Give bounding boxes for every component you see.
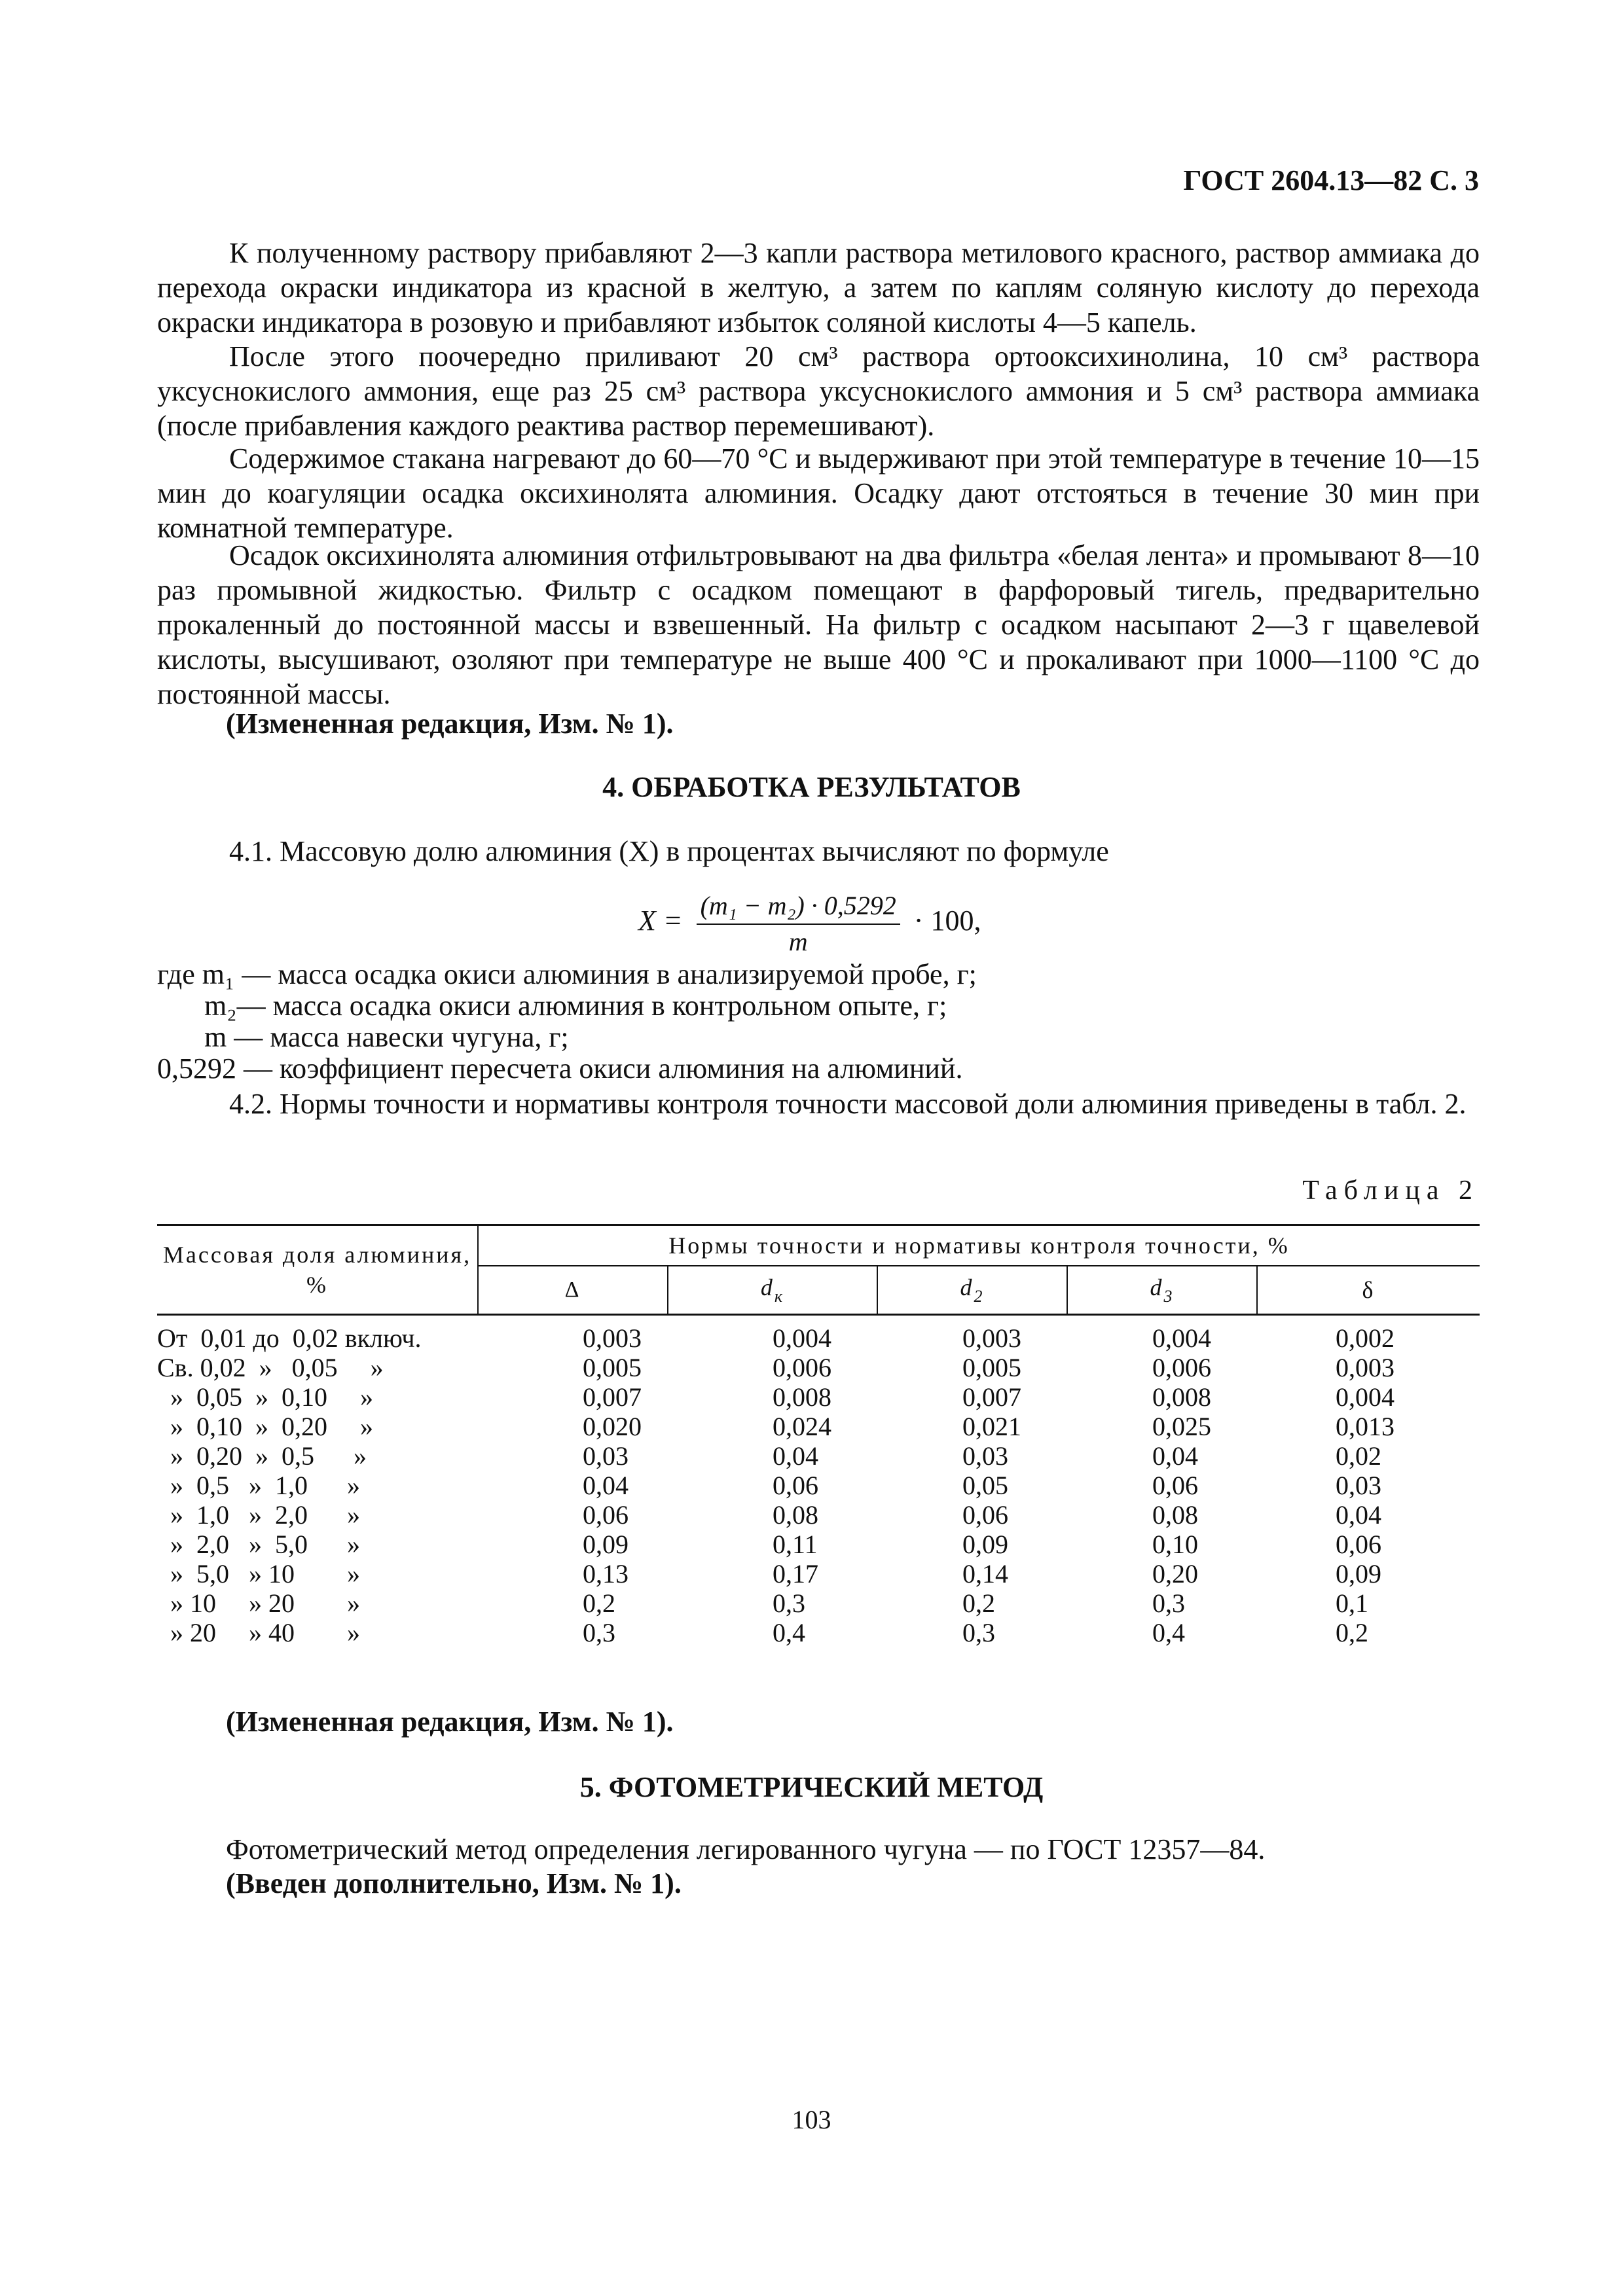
table-row [157, 1500, 1480, 1530]
subheader-small-delta-symbol: δ [1362, 1277, 1376, 1303]
legend-m: m — масса навески чугуна, г; [204, 1021, 569, 1053]
table-row [157, 1471, 1480, 1500]
subheader-d3 [1067, 1266, 1257, 1315]
table-row [157, 1315, 1480, 1354]
formula [638, 890, 981, 957]
cell-value: 0,09 [962, 1530, 1008, 1559]
cell-range: » 10 » 20 » [157, 1588, 360, 1618]
cell-value: 0,10 [1152, 1530, 1198, 1559]
cell-value: 0,06 [1152, 1471, 1198, 1500]
cell-value: 0,04 [583, 1471, 629, 1500]
cell-value: 0,020 [583, 1412, 642, 1441]
table-row [157, 1412, 1480, 1441]
cell-value: 0,08 [773, 1500, 818, 1530]
amendment-note-1: (Измененная редакция, Изм. № 1). [226, 708, 674, 740]
cell-value: 0,3 [1152, 1588, 1185, 1618]
subheader-dk-symbol: d [760, 1274, 775, 1300]
paragraph-4: Осадок оксихинолята алюминия отфильтровывают на два фильтра «белая лента» и промывают 8—10 раз промывной жидкостью. Фильтр с осадком помещают в фарфоровый тигель, предварительно прокаленный до постоянной массы и взвешенный. На фильтр с осадком насыпают 2—3 г щавелевой кислоты, высушивают, озоляют при температуре не выше 400 °С и прокаливают при 1000—1100 °С до постоянной массы. [157, 539, 1480, 710]
cell-value: 0,05 [962, 1471, 1008, 1500]
cell-value: 0,021 [962, 1412, 1021, 1441]
cell-value: 0,14 [962, 1559, 1008, 1588]
legend-coef: 0,5292 — коэффициент пересчета окиси алюминия на алюминий. [157, 1052, 963, 1085]
cell-value: 0,3 [962, 1618, 995, 1647]
cell-value: 0,06 [773, 1471, 818, 1500]
cell-value: 0,11 [773, 1530, 818, 1559]
section-4-title: 4. ОБРАБОТКА РЕЗУЛЬТАТОВ [602, 771, 1021, 803]
cell-value: 0,004 [1336, 1382, 1395, 1412]
cell-value: 0,024 [773, 1412, 831, 1441]
cell-value: 0,3 [583, 1618, 615, 1647]
subheader-dk-index: к [774, 1287, 785, 1306]
cell-value: 0,20 [1152, 1559, 1198, 1588]
accuracy-table [157, 1224, 1480, 1647]
cell-value: 0,025 [1152, 1412, 1211, 1441]
amendment-note-2: (Измененная редакция, Изм. № 1). [226, 1706, 674, 1738]
subheader-d2-symbol: d [960, 1274, 974, 1300]
cell-range: » 0,05 » 0,10 » [157, 1382, 373, 1412]
section-5-title: 5. ФОТОМЕТРИЧЕСКИЙ МЕТОД [579, 1771, 1044, 1803]
cell-value: 0,2 [583, 1588, 615, 1618]
formula-lhs: X = [638, 905, 683, 937]
table-row [157, 1441, 1480, 1471]
legend-m2: m₂— масса осадка окиси алюминия в контрольном опыте, г; [204, 990, 947, 1022]
cell-value: 0,13 [583, 1559, 629, 1588]
table-row [157, 1382, 1480, 1412]
subheader-d2 [877, 1266, 1067, 1315]
subheader-small-delta [1257, 1266, 1480, 1315]
cell-value: 0,03 [962, 1441, 1008, 1471]
formula-fraction [697, 890, 900, 957]
cell-value: 0,013 [1336, 1412, 1395, 1441]
cell-value: 0,06 [1336, 1530, 1381, 1559]
cell-range: » 0,10 » 0,20 » [157, 1412, 373, 1441]
cell-value: 0,004 [773, 1323, 831, 1353]
cell-range: От 0,01 до 0,02 включ. [157, 1323, 422, 1353]
cell-value: 0,04 [1152, 1441, 1198, 1471]
paragraph-1: К полученному раствору прибавляют 2—3 капли раствора метилового красного, раствор аммиака до перехода окраски индикатора из красной в желтую, а затем по каплям соляную кислоту до перехода окраски индикатора в розовую и прибавляют избыток соляной кислоты 4—5 капель. [157, 237, 1480, 338]
cell-value: 0,1 [1336, 1588, 1368, 1618]
paragraph-3: Содержимое стакана нагревают до 60—70 °С и выдерживают при этой температуре в течение 10—15 мин до коагуляции осадка оксихинолята алюминия. Осадку дают отстояться в течение 30 мин при комнатной температуре. [157, 442, 1480, 544]
column-group-header: Нормы точности и нормативы контроля точности, % [478, 1225, 1480, 1266]
cell-value: 0,04 [1336, 1500, 1381, 1530]
cell-value: 0,007 [583, 1382, 642, 1412]
paragraph-5: Фотометрический метод определения легированного чугуна — по ГОСТ 12357—84. [226, 1833, 1266, 1865]
cell-range: » 1,0 » 2,0 » [157, 1500, 360, 1530]
subheader-delta [478, 1266, 668, 1315]
cell-range: » 2,0 » 5,0 » [157, 1530, 360, 1559]
cell-value: 0,002 [1336, 1323, 1395, 1353]
cell-value: 0,004 [1152, 1323, 1211, 1353]
formula-tail: · 100, [913, 905, 981, 937]
table-caption: Таблица 2 [1302, 1175, 1479, 1206]
cell-value: 0,17 [773, 1559, 818, 1588]
page-header: ГОСТ 2604.13—82 С. 3 [1183, 164, 1479, 196]
cell-value: 0,006 [773, 1353, 831, 1382]
cell-range: » 0,20 » 0,5 » [157, 1441, 367, 1471]
cell-range: » 0,5 » 1,0 » [157, 1471, 360, 1500]
paragraph-2: После этого поочередно приливают 20 см³ раствора ортооксихинолина, 10 см³ раствора уксуснокислого аммония, еще раз 25 см³ раствора уксуснокислого аммония и 5 см³ раствора аммиака (после прибавления каждого реактива раствор перемешивают). [157, 340, 1480, 442]
page-number: 103 [792, 2105, 831, 2134]
subheader-d3-symbol: d [1150, 1274, 1164, 1300]
cell-value: 0,08 [1152, 1500, 1198, 1530]
cell-value: 0,008 [1152, 1382, 1211, 1412]
cell-value: 0,09 [583, 1530, 629, 1559]
legend-m1: где m₁ — масса осадка окиси алюминия в анализируемой пробе, г; [157, 958, 977, 990]
paragraph-4-2: 4.2. Нормы точности и нормативы контроля точности массовой доли алюминия приведены в табл. 2. [229, 1088, 1467, 1120]
cell-value: 0,03 [1336, 1471, 1381, 1500]
table-row [157, 1618, 1480, 1647]
cell-value: 0,008 [773, 1382, 831, 1412]
cell-value: 0,003 [962, 1323, 1021, 1353]
formula-numerator: (m₁ − m₂) · 0,5292 [697, 890, 900, 925]
paragraph-4-1: 4.1. Массовую долю алюминия (X) в процентах вычисляют по формуле [229, 835, 1109, 867]
cell-value: 0,2 [962, 1588, 995, 1618]
cell-range: » 20 » 40 » [157, 1618, 360, 1647]
cell-value: 0,02 [1336, 1441, 1381, 1471]
cell-range: Св. 0,02 » 0,05 » [157, 1353, 384, 1382]
cell-value: 0,007 [962, 1382, 1021, 1412]
cell-value: 0,005 [962, 1353, 1021, 1382]
cell-value: 0,04 [773, 1441, 818, 1471]
cell-value: 0,005 [583, 1353, 642, 1382]
formula-denominator: m [788, 927, 808, 956]
cell-value: 0,4 [1152, 1618, 1185, 1647]
subheader-delta-symbol: Δ [564, 1278, 581, 1302]
cell-value: 0,3 [773, 1588, 805, 1618]
cell-value: 0,003 [583, 1323, 642, 1353]
cell-range: » 5,0 » 10 » [157, 1559, 360, 1588]
cell-value: 0,003 [1336, 1353, 1395, 1382]
cell-value: 0,06 [583, 1500, 629, 1530]
table-row [157, 1530, 1480, 1559]
cell-value: 0,03 [583, 1441, 629, 1471]
subheader-dk [668, 1266, 877, 1315]
table-row [157, 1588, 1480, 1618]
cell-value: 0,09 [1336, 1559, 1381, 1588]
cell-value: 0,006 [1152, 1353, 1211, 1382]
cell-value: 0,06 [962, 1500, 1008, 1530]
cell-value: 0,4 [773, 1618, 805, 1647]
table-row [157, 1353, 1480, 1382]
amendment-note-3: (Введен дополнительно, Изм. № 1). [226, 1867, 682, 1899]
table-row [157, 1559, 1480, 1588]
subheader-d2-index: 2 [974, 1287, 985, 1306]
cell-value: 0,2 [1336, 1618, 1368, 1647]
subheader-d3-index: 3 [1163, 1287, 1175, 1306]
column-header-fraction: Массовая доля алюминия, % [157, 1225, 478, 1315]
